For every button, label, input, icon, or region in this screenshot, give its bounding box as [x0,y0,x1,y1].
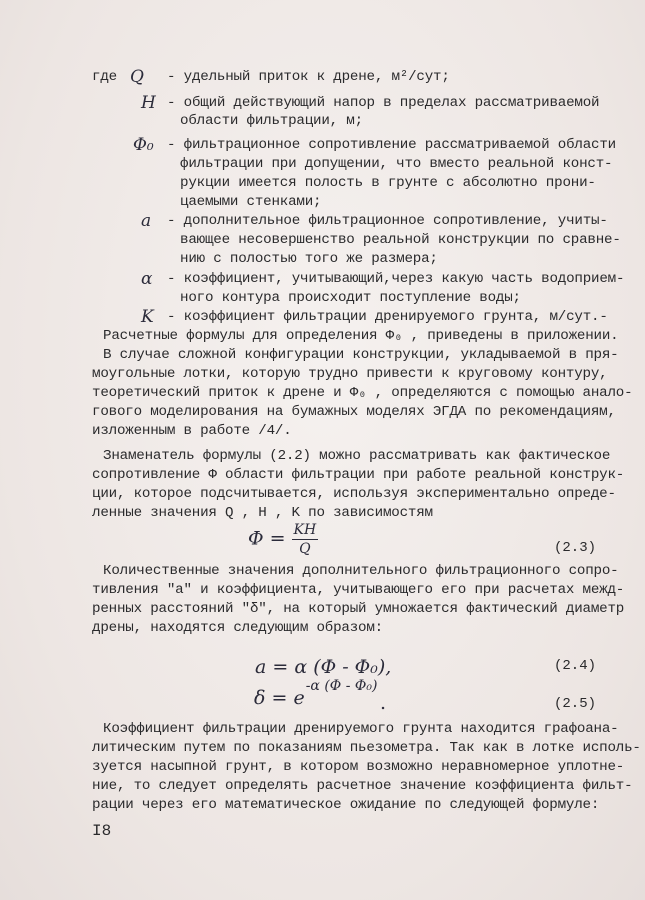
para1-line-4: теоретический приток к дрене и Φ₀ , определяются с помощью анало- [92,385,633,401]
formula-2-5-base: δ = e [254,687,305,709]
para1-line-3: моугольные лотки, которую трудно привести к круговому контуру, [92,366,608,382]
formula-2-3-numerator: KH [293,522,317,538]
formula-2-5-exponent: -α (Φ - Φ₀) [305,678,378,694]
def-q-line: - удельный приток к дрене, м²/сут; [167,69,450,85]
def-phi0-line-1: - фильтрационное сопротивление рассматриваемой области [167,137,616,153]
symbol-alpha: α [141,269,153,289]
para1-line-5: гового моделирования на бумажных моделях ЭГДА по рекомендациям, [92,404,616,420]
equation-number-2-3: (2.3) [554,540,597,556]
symbol-h: H [141,93,156,113]
para3-line-4: дрены, находятся следующим образом: [92,620,383,636]
def-h-line-2: области фильтрации, м; [180,113,363,129]
para4-line-2: литическим путем по показаниям пьезометра. Так как в лотке исполь- [92,740,641,756]
formula-2-4: a = α (Φ - Φ₀), [255,656,392,678]
formula-2-3-lhs: Φ = [248,527,286,550]
para1-line-6: изложенным в работе /4/. [92,423,292,439]
para2-line-3: ции, которое подсчитывается, используя экспериментально опреде- [92,486,616,502]
para1-line-2: В случае сложной конфигурации конструкции, укладываемой в пря- [103,347,619,363]
page-number: I8 [92,822,112,840]
para1-line-1: Расчетные формулы для определения Φ₀ , приведены в приложении. [103,328,619,344]
def-phi0-line-3: рукции имеется полость в грунте с абсолютно прони- [180,175,596,191]
def-phi0-line-4: цаемыми стенками; [180,194,322,210]
formula-2-5-period: . [380,692,387,714]
para4-line-3: зуется насыпной грунт, в котором возможно неравномерное уплотне- [92,759,625,775]
equation-number-2-4: (2.4) [554,658,597,674]
para3-line-2: тивления "a" и коэффициента, учитывающего его при расчетах межд- [92,582,625,598]
formula-2-3 [248,522,318,557]
symbol-a: a [141,211,152,231]
def-alpha-line-1: - коэффициент, учитывающий,через какую часть водоприем- [167,271,625,287]
formula-2-3-denominator: Q [299,541,311,557]
def-alpha-line-2: ного контура происходит поступление воды; [180,290,521,306]
def-a-line-1: - дополнительное фильтрационное сопротивление, учиты- [167,213,608,229]
def-a-line-2: вающее несовершенство реальной конструкции по сравне- [180,232,621,248]
para2-line-4: ленные значения Q , H , K по зависимостям [92,505,433,521]
para4-line-4: ние, то следует определять расчетное значение коэффициента фильт- [92,778,633,794]
intro-word: где [92,69,117,85]
para2-line-1: Знаменатель формулы (2.2) можно рассматривать как фактическое [103,448,611,464]
def-a-line-3: нию с полостью того же размера; [180,251,438,267]
formula-2-3-fraction [292,522,319,557]
def-phi0-line-2: фильтрации при допущении, что вместо реальной конст- [180,156,613,172]
para3-line-3: ренных расстояний "δ", на который умножается фактический диаметр [92,601,625,617]
para4-line-1: Коэффициент фильтрации дренируемого грунта находится графоана- [103,721,619,737]
symbol-q: Q [130,67,144,87]
para2-line-2: сопротивление Φ области фильтрации при работе реальной конструк- [92,467,625,483]
symbol-phi0: Φ₀ [133,135,154,155]
para4-line-5: рации через его математическое ожидание по следующей формуле: [92,797,600,813]
para3-line-1: Количественные значения дополнительного фильтрационного сопро- [103,563,619,579]
equation-number-2-5: (2.5) [554,696,597,712]
symbol-k: K [141,307,154,327]
def-k-line: - коэффициент фильтрации дренируемого грунта, м/сут.- [167,309,608,325]
def-h-line-1: - общий действующий напор в пределах рассматриваемой [167,95,600,111]
